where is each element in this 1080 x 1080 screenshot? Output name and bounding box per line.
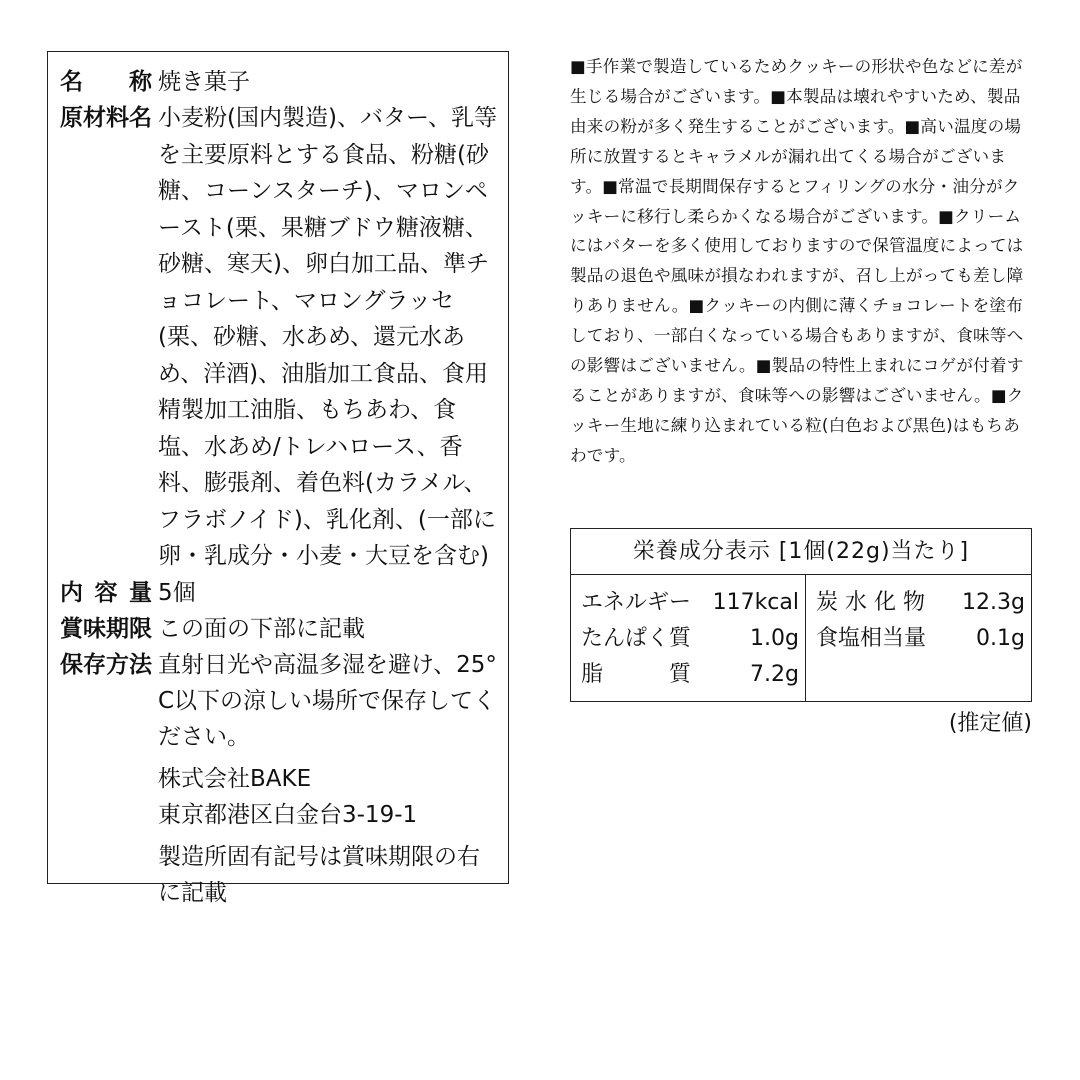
- nutrition-column-left: [571, 575, 806, 701]
- nutrition-key-salt: 食塩相当量: [816, 626, 927, 651]
- content-key-char-3: 量: [129, 579, 152, 606]
- ingredients-key: 原材料名: [60, 105, 152, 131]
- nutrition-title: 栄養成分表示 [1個(22g)当たり]: [571, 529, 1031, 575]
- manufacturer-note: 製造所固有記号は賞味期限の右に記載: [158, 843, 480, 906]
- nutrition-row-energy: [581, 585, 805, 621]
- name-key-char-1: 名: [60, 69, 83, 95]
- storage-value: 直射日光や高温多湿を避け、25°C以下の涼しい場所で保存してください。: [158, 651, 497, 750]
- nutrition-row-salt: [816, 621, 1031, 657]
- nutrition-value-protein: 1.0g: [750, 626, 799, 651]
- nutrition-key-energy: エネルギー: [581, 590, 692, 615]
- nutrition-key-carbohydrate: 炭 水 化 物: [816, 590, 925, 615]
- product-notice-text: ■手作業で製造しているためクッキーの形状や色などに差が生じる場合がございます。■本製品は壊れやすいため、製品由来の粉が多く発生することがございます。■高い温度の場所に放置するとキャラメルが漏れ出てくる場合がございます。■常温で長期間保存するとフィリングの水分・油分がクッキーに移行し柔らかくなる場合がございます。■クリームにはバターを多く使用しておりますので保管温度によっては製品の退色や風味が損なわれますが、召し上がっても差し障りありません。■クッキーの内側に薄くチョコレートを塗布しており、一部白くなっている場合もありますが、食味等への影響はございません。■製品の特性上まれにコゲが付着することがありますが、食味等への影響はございません。■クッキー生地に練り込まれている粒(白色および黒色)はもちあわです。: [570, 57, 1024, 465]
- ingredients-value: 小麦粉(国内製造)、バター、乳等を主要原料とする食品、粉糖(砂糖、コーンスターチ)、マロンペースト(栗、果糖ブドウ糖液糖、砂糖、寒天)、卵白加工品、準チョコレート、マロングラッセ(栗、砂糖、水あめ、還元水あめ、洋酒)、油脂加工食品、食用精製加工油脂、もちあわ、食塩、水あめ/トレハロース、香料、膨張剤、着色料(カラメル、フラボノイド)、乳化剤、(一部に卵・乳成分・小麦・大豆を含む): [158, 105, 498, 569]
- content-value: 5個: [158, 579, 196, 606]
- name-key: [60, 64, 158, 100]
- expiry-row: [60, 611, 508, 647]
- content-key-char-1: 内: [60, 579, 83, 606]
- nutrition-table: [570, 528, 1032, 702]
- ingredients-row: [60, 100, 508, 575]
- name-key-char-2: 称: [129, 69, 152, 95]
- nutrition-row-protein: [581, 621, 805, 657]
- nutrition-row-fat: [581, 657, 805, 693]
- nutrition-value-energy: 117kcal: [712, 590, 799, 615]
- content-key: [60, 575, 158, 611]
- nutrition-key-protein: たんぱく質: [581, 626, 692, 651]
- estimated-value-note: (推定値): [948, 711, 1032, 736]
- name-value: 焼き菓子: [158, 69, 250, 95]
- expiry-value: この面の下部に記載: [158, 615, 365, 642]
- nutrition-key-fat: 脂 質: [581, 662, 692, 687]
- storage-key: 保存方法: [60, 651, 152, 678]
- nutrition-value-fat: 7.2g: [750, 662, 799, 687]
- product-label-box: [47, 51, 509, 906]
- nutrition-row-carbohydrate: [816, 585, 1031, 621]
- company-name: 株式会社BAKE: [158, 765, 312, 792]
- expiry-key: 賞味期限: [60, 615, 152, 642]
- content-key-char-2: 容: [94, 579, 118, 606]
- content-row: [60, 575, 508, 611]
- nutrition-value-salt: 0.1g: [976, 626, 1025, 651]
- storage-row: [60, 647, 508, 755]
- nutrition-body: [571, 575, 1031, 701]
- company-address: 東京都港区白金台3-19-1: [158, 801, 418, 828]
- name-row: [60, 64, 508, 100]
- nutrition-column-right: [806, 575, 1031, 701]
- nutrition-value-carbohydrate: 12.3g: [962, 590, 1025, 615]
